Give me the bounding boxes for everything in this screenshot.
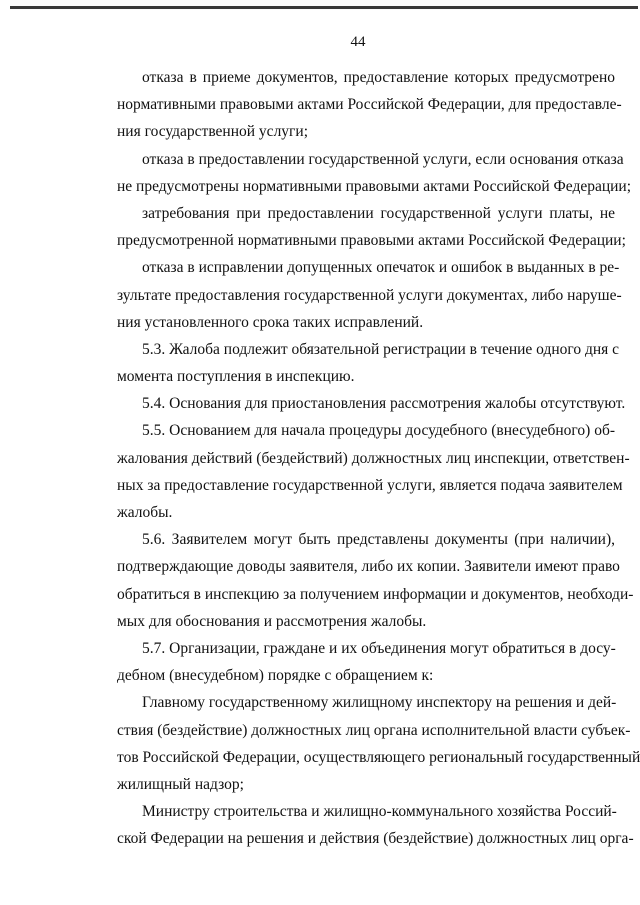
text-line: 5.6. Заявителем могут быть представлены документы (при наличии),	[142, 531, 615, 549]
text-line: 5.7. Организации, граждане и их объединения могут обратиться в досу-	[142, 639, 616, 657]
top-border-rule	[10, 6, 638, 9]
text-line: не предусмотрены нормативными правовыми актами Российской Федерации;	[117, 177, 632, 195]
text-line: отказа в исправлении допущенных опечаток и ошибок в выданных в ре-	[142, 259, 620, 277]
text-line: отказа в приеме документов, предоставление которых предусмотрено	[142, 69, 615, 86]
text-line: ния государственной услуги;	[117, 123, 309, 141]
text-line: ской Федерации на решения и действия (бездействие) должностных лиц орга-	[117, 830, 634, 848]
text-line: дебном (внесудебном) порядке с обращением к:	[117, 667, 434, 685]
text-line: подтверждающие доводы заявителя, либо их копии. Заявители имеют право	[117, 558, 620, 576]
document-body	[117, 64, 640, 852]
text-line: 5.5. Основанием для начала процедуры досудебного (внесудебного) об-	[142, 422, 615, 440]
text-line: жилищный надзор;	[117, 775, 244, 793]
text-line: Министру строительства и жилищно-коммунального хозяйства Россий-	[142, 803, 617, 821]
text-line: жалования действий (бездействий) должностных лиц инспекции, ответствен-	[117, 449, 630, 467]
text-line: 5.4. Основания для приостановления рассмотрения жалобы отсутствуют.	[142, 395, 626, 413]
page-number: 44	[350, 34, 366, 50]
text-line: Главному государственному жилищному инспектору на решения и дей-	[142, 694, 617, 712]
text-line: тов Российской Федерации, осуществляющего региональный государственный	[117, 748, 640, 766]
text-line: затребования при предоставлении государственной услуги платы, не	[142, 204, 615, 222]
text-line: ния установленного срока таких исправлений.	[117, 313, 424, 331]
text-line: обратиться в инспекцию за получением информации и документов, необходи-	[117, 585, 634, 603]
text-line: 5.3. Жалоба подлежит обязательной регистрации в течение одного дня с	[142, 340, 620, 358]
text-line: предусмотренной нормативными правовыми актами Российской Федерации;	[117, 232, 626, 250]
text-line: момента поступления в инспекцию.	[117, 368, 355, 386]
text-line: отказа в предоставлении государственной услуги, если основания отказа	[142, 150, 624, 168]
text-line: ных за предоставление государственной услуги, является подача заявителем	[117, 476, 623, 494]
text-line: жалобы.	[117, 504, 173, 521]
text-line: ствия (бездействие) должностных лиц органа исполнительной власти субъек-	[117, 721, 631, 739]
text-line: нормативными правовыми актами Российской Федерации, для предоставле-	[117, 96, 622, 114]
text-line: зультате предоставления государственной услуги документах, либо наруше-	[117, 286, 622, 304]
text-line: мых для обоснования и рассмотрения жалобы.	[117, 612, 427, 630]
